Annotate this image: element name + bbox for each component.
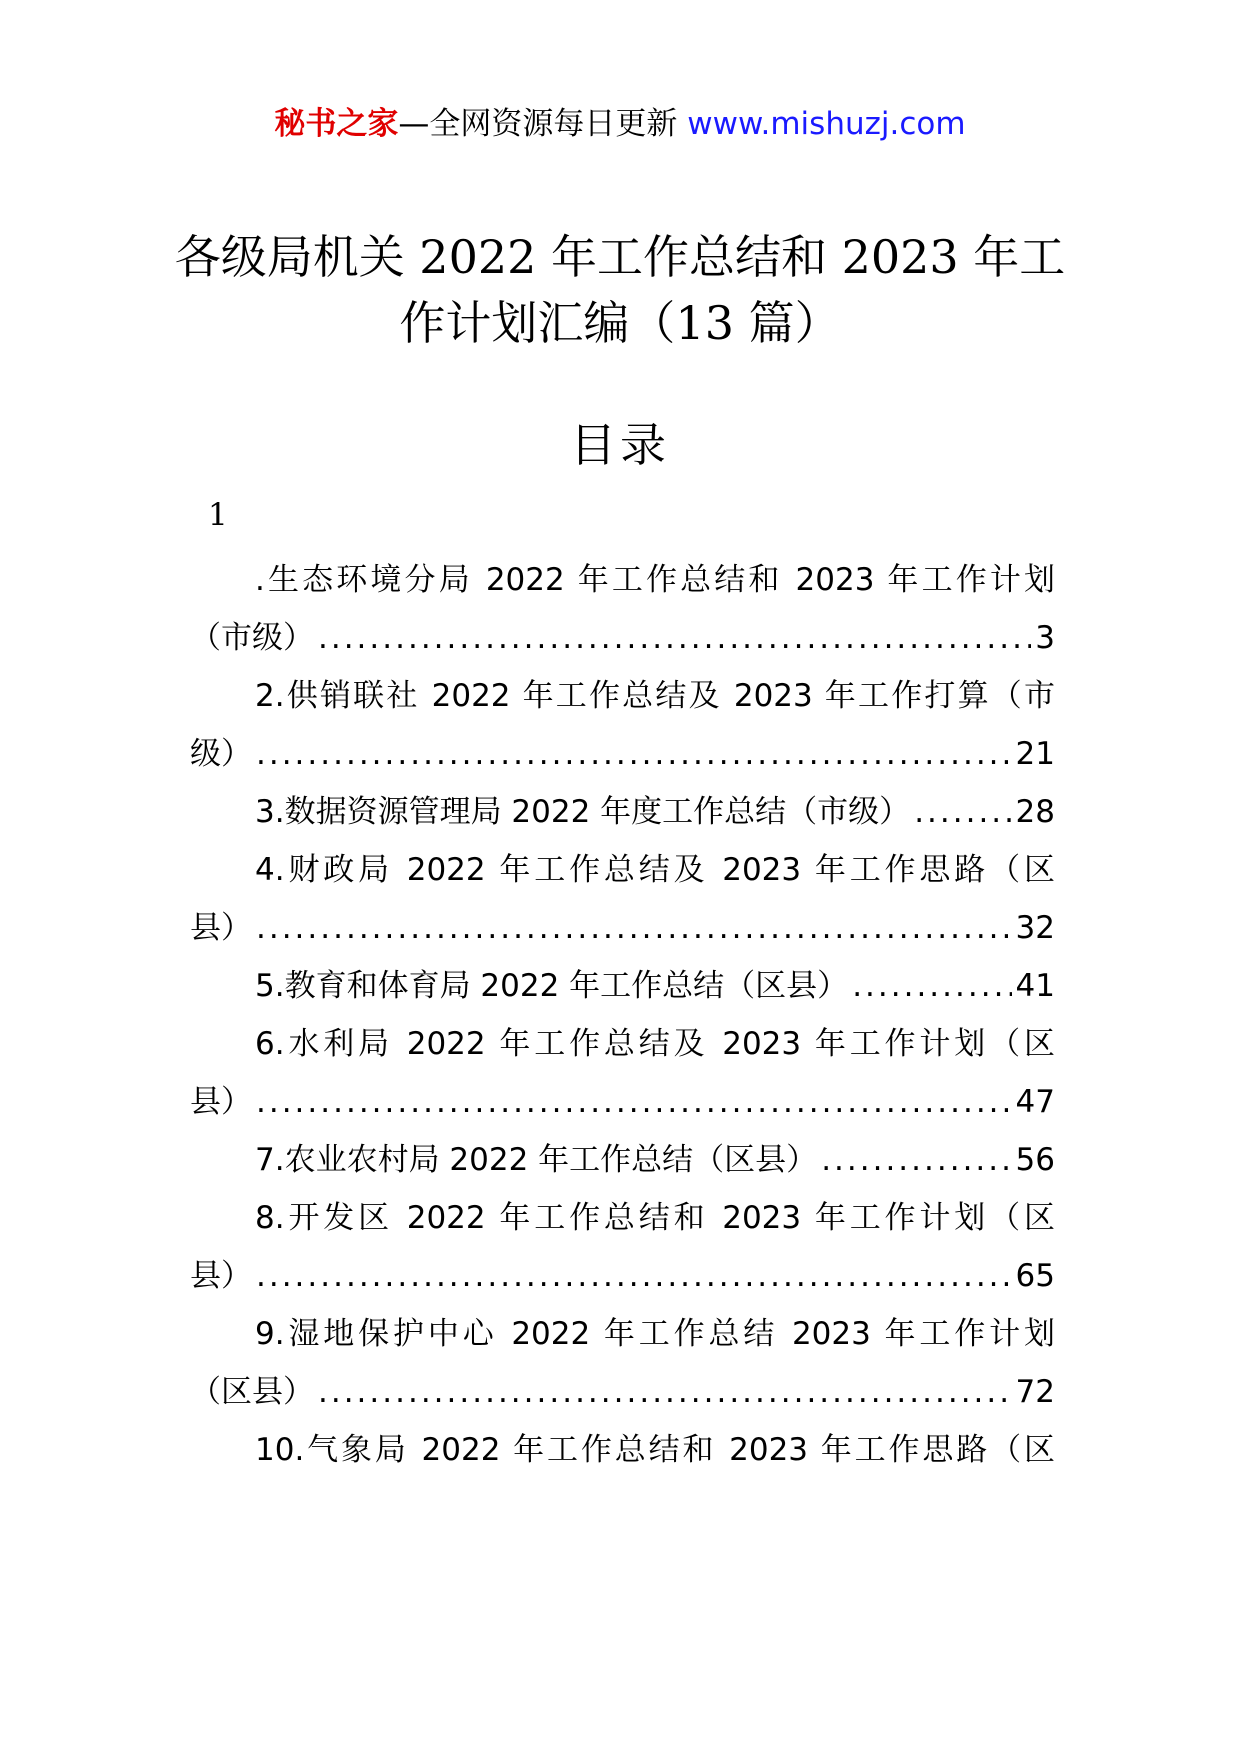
toc-entry-3[interactable] <box>255 790 1055 834</box>
toc-entry-3-text: 3.数据资源管理局 2022 年度工作总结（市级） <box>255 794 911 830</box>
toc-entry-8-line2[interactable] <box>190 1254 1055 1298</box>
toc-entry-6-page: 47 <box>1015 1084 1055 1120</box>
dot-leader <box>821 1138 1011 1182</box>
dot-leader <box>256 906 1012 950</box>
toc-entry-5-text: 5.教育和体育局 2022 年工作总结（区县） <box>255 968 849 1004</box>
toc-entry-9-line1[interactable]: 9.湿地保护中心 2022 年工作总结 2023 年工作计划 <box>255 1316 1055 1352</box>
toc-entry-4-line2[interactable] <box>190 906 1055 950</box>
dot-leader <box>256 1254 1012 1298</box>
toc-entry-9-tail: （区县） <box>190 1374 314 1410</box>
toc-item-number: 1 <box>208 497 228 533</box>
toc-entry-6-line2[interactable] <box>190 1080 1055 1124</box>
toc-entry-2-line2[interactable] <box>190 732 1055 776</box>
toc-entry-4-tail: 县） <box>190 910 252 946</box>
toc-entry-1-line1[interactable]: .生态环境分局 2022 年工作总结和 2023 年工作计划 <box>255 562 1055 598</box>
toc-entry-7-text: 7.农业农村局 2022 年工作总结（区县） <box>255 1142 818 1178</box>
header-tagline: —全网资源每日更新 <box>398 106 688 142</box>
document-title: 各级局机关 2022 年工作总结和 2023 年工作计划汇编（13 篇） <box>174 230 1066 350</box>
toc-entry-5[interactable] <box>255 964 1055 1008</box>
site-url-link[interactable]: www.mishuzj.com <box>687 106 966 142</box>
dot-leader <box>318 616 1031 660</box>
toc-entry-1-page: 3 <box>1035 620 1055 656</box>
dot-leader <box>256 732 1012 776</box>
toc-entry-6-tail: 县） <box>190 1084 252 1120</box>
toc-entry-9-page: 72 <box>1015 1374 1055 1410</box>
toc-entry-4-line1[interactable]: 4.财政局 2022 年工作总结及 2023 年工作思路（区 <box>255 852 1055 888</box>
site-header <box>0 104 1240 144</box>
toc-entry-1-tail: （市级） <box>190 620 314 656</box>
toc-entry-9-line2[interactable] <box>190 1370 1055 1414</box>
toc-entry-7[interactable] <box>255 1138 1055 1182</box>
toc-entry-2-tail: 级） <box>190 736 252 772</box>
toc-entry-2-line1[interactable]: 2.供销联社 2022 年工作总结及 2023 年工作打算（市 <box>255 678 1055 714</box>
brand-name: 秘书之家 <box>274 106 399 142</box>
dot-leader <box>852 964 1011 1008</box>
dot-leader <box>318 1370 1012 1414</box>
toc-entry-8-page: 65 <box>1015 1258 1055 1294</box>
dot-leader <box>256 1080 1012 1124</box>
toc-entry-1-line2[interactable] <box>190 616 1055 660</box>
toc-entry-8-line1[interactable]: 8.开发区 2022 年工作总结和 2023 年工作计划（区 <box>255 1200 1055 1236</box>
toc-heading: 目录 <box>570 418 670 472</box>
toc-entry-2-page: 21 <box>1015 736 1055 772</box>
toc-entry-7-page: 56 <box>1015 1142 1055 1178</box>
toc-entry-6-line1[interactable]: 6.水利局 2022 年工作总结及 2023 年工作计划（区 <box>255 1026 1055 1062</box>
toc-entry-4-page: 32 <box>1015 910 1055 946</box>
dot-leader <box>914 790 1011 834</box>
toc-entry-5-page: 41 <box>1015 968 1055 1004</box>
toc-entry-3-page: 28 <box>1015 794 1055 830</box>
toc-entry-8-tail: 县） <box>190 1258 252 1294</box>
toc-entry-10-line1[interactable]: 10.气象局 2022 年工作总结和 2023 年工作思路（区 <box>255 1432 1055 1468</box>
